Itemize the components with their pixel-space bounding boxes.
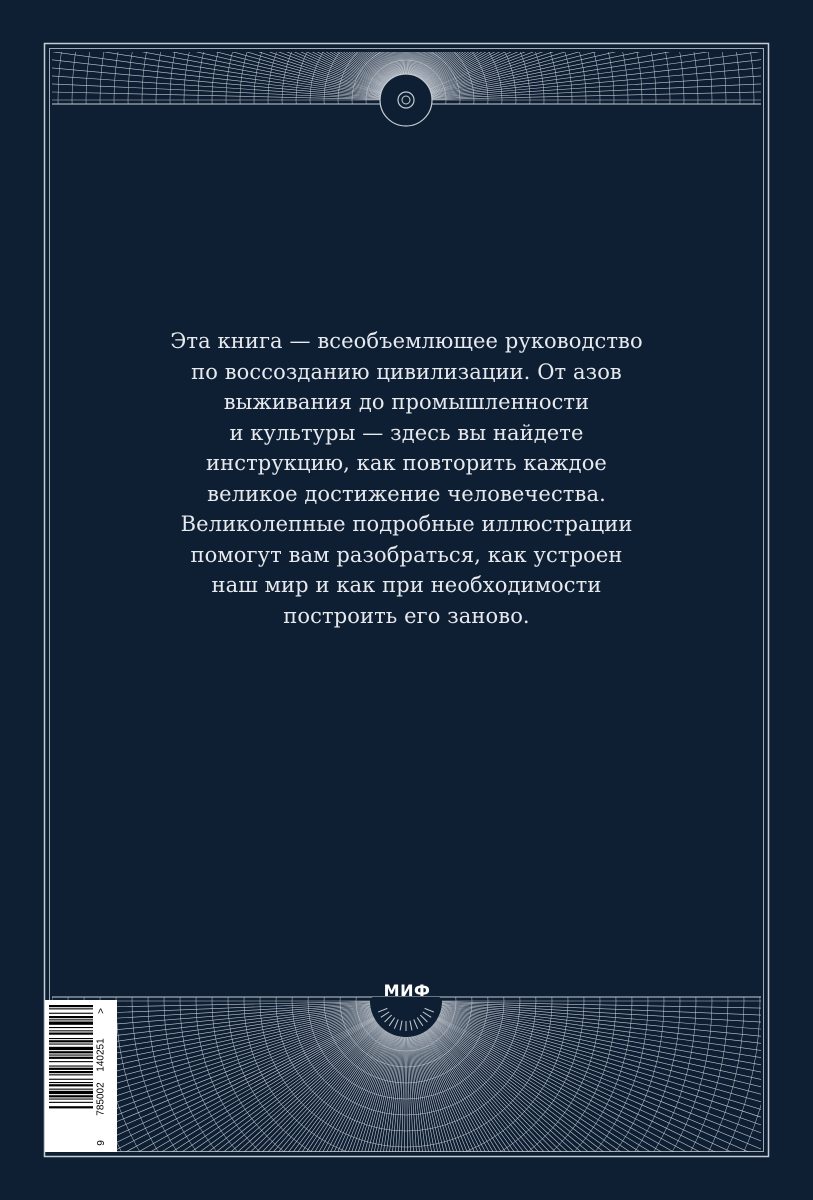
blurb-line: Эта книга — всеобъемлющее руководство	[170, 329, 643, 353]
isbn-digit-group: 785002	[96, 1082, 107, 1116]
isbn-digit-group: 9	[96, 1140, 107, 1146]
blurb-line: инструкцию, как повторить каждое	[206, 451, 607, 475]
blurb-line: выживания до промышленности	[223, 390, 590, 414]
blurb-line: по воссозданию цивилизации. От азов	[191, 359, 622, 384]
barcode-end-mark: >	[96, 1008, 107, 1014]
isbn-digits	[92, 1000, 112, 1152]
blurb-line: и культуры — здесь вы найдете	[229, 420, 584, 445]
blurb-line: наш мир и как при необходимости	[211, 573, 602, 597]
blurb-line: построить его заново.	[283, 603, 530, 628]
blurb-text	[140, 326, 673, 631]
blurb-line: Великолепные подробные иллюстрации	[180, 512, 633, 536]
blurb-line: великое достижение человечества.	[207, 481, 606, 506]
isbn-digit-group: 140251	[96, 1038, 107, 1072]
publisher-logo: МИФ	[383, 981, 431, 1000]
blurb-line: помогут вам разобраться, как устроен	[190, 542, 623, 567]
